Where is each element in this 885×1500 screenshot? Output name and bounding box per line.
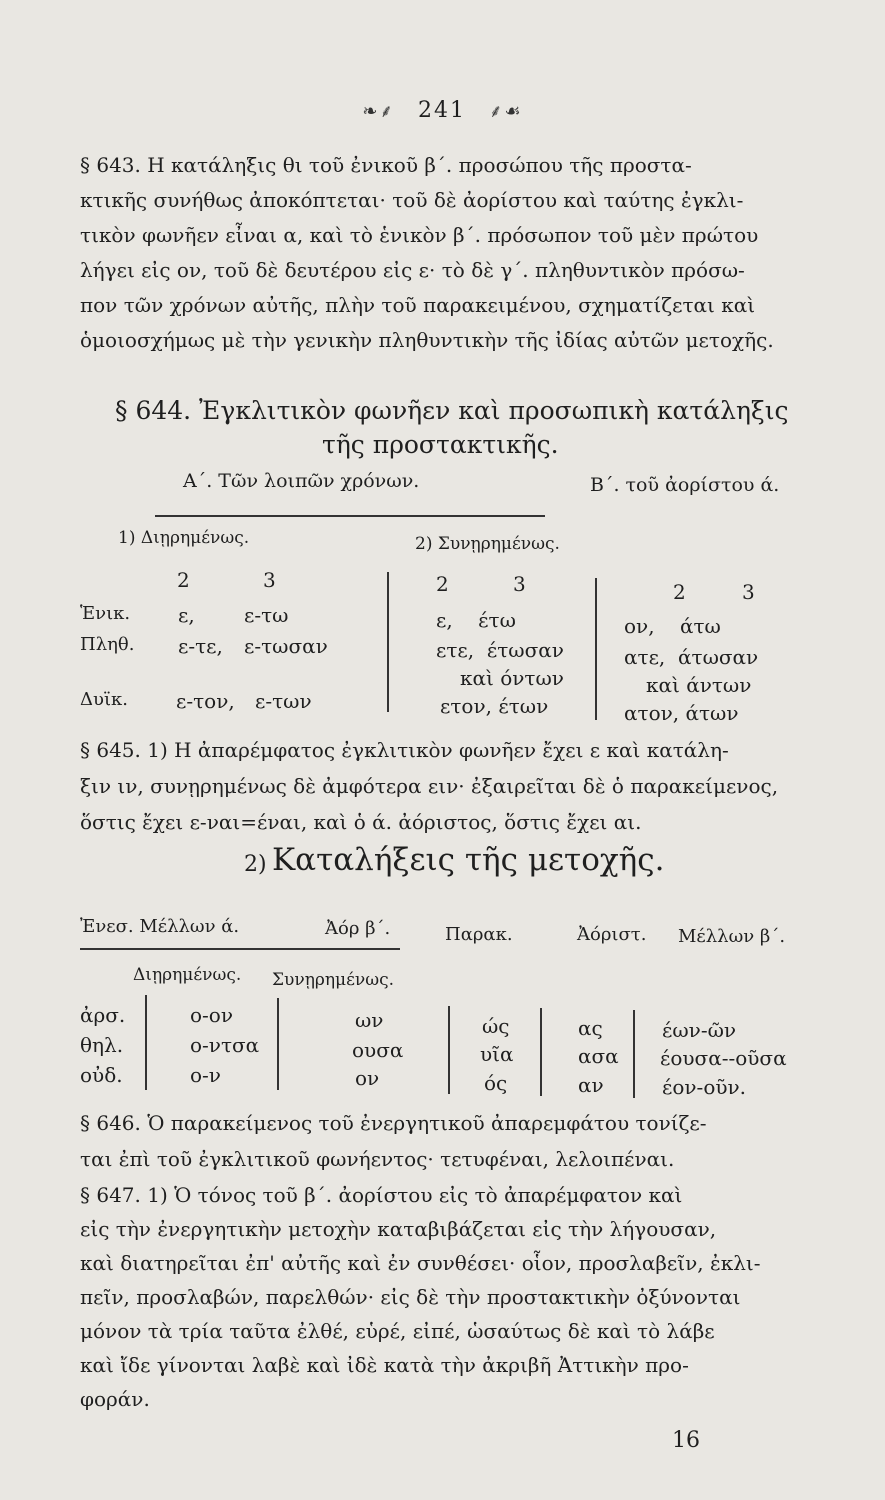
- sub-head: Διῃρημένως.: [133, 965, 242, 985]
- column-rule: [540, 1008, 542, 1096]
- ending-cell: ώς: [482, 1014, 510, 1038]
- text-line: πεῖν, προσλαβών, παρελθών· εἰς δὲ τὴν προστακτικὴν ὀξύνονται: [80, 1285, 741, 1309]
- ending-cell: αν: [578, 1073, 604, 1097]
- text-line: εἰς τὴν ἐνεργητικὴν μετοχὴν καταβιβάζεται εἰς τὴν λήγουσαν,: [80, 1217, 717, 1241]
- ending-cell: ο-ν: [190, 1063, 221, 1087]
- participle-heading: Καταλήξεις τῆς μετοχῆς.: [272, 842, 665, 878]
- person-num: 2: [436, 572, 449, 596]
- person-num: 3: [513, 572, 526, 596]
- section-644-title: § 644. Ἐγκλιτικὸν φωνῆεν καὶ προσωπικὴ κατάληξις: [115, 396, 789, 425]
- section-646: [80, 1105, 805, 1177]
- row-label-plith: Πληθ.: [80, 634, 135, 655]
- ending-cell: υῖα: [480, 1042, 514, 1066]
- col-head: Ἀόριστ.: [577, 924, 647, 945]
- ending-cell: ε,: [178, 603, 195, 627]
- sub-head: Συνῃρημένως.: [272, 970, 395, 990]
- page-header: [0, 98, 885, 123]
- ending-cell: έον-οῦν.: [662, 1075, 747, 1099]
- person-num: 3: [742, 580, 755, 604]
- heading-number: 2): [244, 852, 267, 877]
- col-head: Μέλλων β΄.: [678, 926, 786, 947]
- gender-label: ἀρσ.: [80, 1003, 126, 1027]
- ending-cell: ετε, έτωσαν: [436, 638, 564, 662]
- column-rule: [277, 998, 279, 1090]
- ornament-left-icon: ❧⸙: [362, 101, 395, 122]
- ending-cell: καὶ όντων: [460, 666, 564, 690]
- person-num: 2: [177, 568, 190, 592]
- column-rule: [595, 578, 597, 720]
- ending-cell: ε-τον,: [176, 689, 235, 713]
- person-num: 3: [263, 568, 276, 592]
- ending-cell: ε-των: [255, 689, 312, 713]
- text-line: πον τῶν χρόνων αὐτῆς, πλὴν τοῦ παρακειμένου, σχηματίζεται καὶ: [80, 293, 756, 317]
- text-line: κτικῆς συνήθως ἀποκόπτεται· τοῦ δὲ ἀορίστου καὶ ταύτης ἐγκλι-: [80, 188, 744, 212]
- ending-cell: ουσα: [352, 1038, 404, 1062]
- ending-cell: έουσα--οῦσα: [660, 1046, 787, 1070]
- section-645: [80, 732, 805, 840]
- col-head: Ἀόρ β΄.: [325, 918, 391, 939]
- text-line: τικὸν φωνῆεν εἶναι α, καὶ τὸ ἑνικὸν β΄. πρόσωπον τοῦ μὲν πρώτου: [80, 223, 759, 247]
- ending-cell: ετον, έτων: [440, 694, 549, 718]
- section-644-title-cont: τῆς προστακτικῆς.: [322, 430, 559, 459]
- ending-cell: ον: [355, 1066, 380, 1090]
- person-num: 2: [673, 580, 686, 604]
- page-number: 241: [417, 98, 466, 123]
- text-line: λήγει εἰς ον, τοῦ δὲ δευτέρου εἰς ε· τὸ δὲ γ΄. πληθυντικὸν πρόσω-: [80, 258, 745, 282]
- ending-cell: ατε, άτωσαν: [624, 645, 759, 669]
- subheading-b: Β΄. τοῦ ἀορίστου ά.: [590, 474, 780, 496]
- text-line: ξιν ιν, συνῃρημένως δὲ ἀμφότερα ειν· ἐξαιρεῖται δὲ ὁ παρακείμενος,: [80, 774, 779, 798]
- ending-cell: ο-ον: [190, 1003, 233, 1027]
- column-rule: [448, 1006, 450, 1094]
- ending-cell: ων: [355, 1008, 384, 1032]
- text-line: μόνον τὰ τρία ταῦτα ἐλθέ, εὑρέ, εἰπέ, ὡσαύτως δὲ καὶ τὸ λάβε: [80, 1319, 715, 1343]
- col-head: Παρακ.: [445, 924, 513, 945]
- text-line: § 647. 1) Ὁ τόνος τοῦ β΄. ἀορίστου εἰς τὸ ἀπαρέμφατον καὶ: [80, 1183, 683, 1207]
- subheading-a: Α΄. Τῶν λοιπῶν χρόνων.: [183, 470, 420, 492]
- section-647: [80, 1178, 805, 1416]
- ending-cell: ε-τω: [244, 603, 289, 627]
- text-line: ὅστις ἔχει ε-ναι=έναι, καὶ ὁ ά. ἀόριστος, ὅστις ἔχει αι.: [80, 810, 642, 834]
- text-line: ται ἐπὶ τοῦ ἐγκλιτικοῦ φωνήεντος· τετυφέναι, λελοιπέναι.: [80, 1147, 675, 1171]
- col-head-synirimenos: 2) Συνῃρημένως.: [415, 534, 560, 554]
- ending-cell: καὶ άντων: [646, 673, 752, 697]
- ending-cell: ο-ντσα: [190, 1033, 260, 1057]
- row-label-enik: Ἑνικ.: [80, 603, 131, 624]
- ending-cell: ας: [578, 1016, 603, 1040]
- ending-cell: ατον, άτων: [624, 701, 739, 725]
- ending-cell: ός: [484, 1071, 508, 1095]
- text-line: ὁμοιοσχήμως μὲ τὴν γενικὴν πληθυντικὴν τῆς ἰδίας αὐτῶν μετοχῆς.: [80, 328, 774, 352]
- column-rule: [387, 572, 389, 712]
- section-643: [80, 148, 805, 358]
- ending-cell: έων-ῶν: [662, 1018, 737, 1042]
- text-line: § 645. 1) Η ἀπαρέμφατος ἐγκλιτικὸν φωνῆεν ἔχει ε καὶ κατάλη-: [80, 738, 729, 762]
- ending-cell: ε-τωσαν: [244, 634, 328, 658]
- text-line: § 643. Η κατάληξις θι τοῦ ἐνικοῦ β΄. προσώπου τῆς προστα-: [80, 153, 692, 177]
- divider: [80, 948, 400, 950]
- column-rule: [145, 995, 147, 1090]
- ending-cell: ασα: [578, 1044, 619, 1068]
- ending-cell: ε-τε,: [178, 634, 223, 658]
- col-head-dieirimenos: 1) Διῃρημένως.: [118, 528, 250, 548]
- text-line: καὶ διατηρεῖται ἐπ' αὐτῆς καὶ ἐν συνθέσει· οἷον, προσλαβεῖν, ἐκλι-: [80, 1251, 761, 1275]
- ornament-right-icon: ⸙☙: [488, 101, 523, 122]
- text-line: § 646. Ὁ παρακείμενος τοῦ ἐνεργητικοῦ ἀπαρεμφάτου τονίζε-: [80, 1111, 707, 1135]
- ending-cell: ον, άτω: [624, 614, 721, 638]
- col-head: Ἐνεσ. Μέλλων ά.: [80, 916, 240, 937]
- ending-cell: ε, έτω: [436, 608, 516, 632]
- gender-label: θηλ.: [80, 1033, 124, 1057]
- gender-label: οὐδ.: [80, 1063, 123, 1087]
- signature-mark: 16: [672, 1428, 700, 1453]
- row-label-duik: Δυϊκ.: [80, 689, 128, 710]
- divider: [155, 515, 545, 517]
- column-rule: [633, 1010, 635, 1098]
- text-line: καὶ ἴδε γίνονται λαβὲ καὶ ἰδὲ κατὰ τὴν ἀκριβῆ Ἀττικὴν προ-: [80, 1353, 689, 1377]
- text-line: φοράν.: [80, 1387, 150, 1411]
